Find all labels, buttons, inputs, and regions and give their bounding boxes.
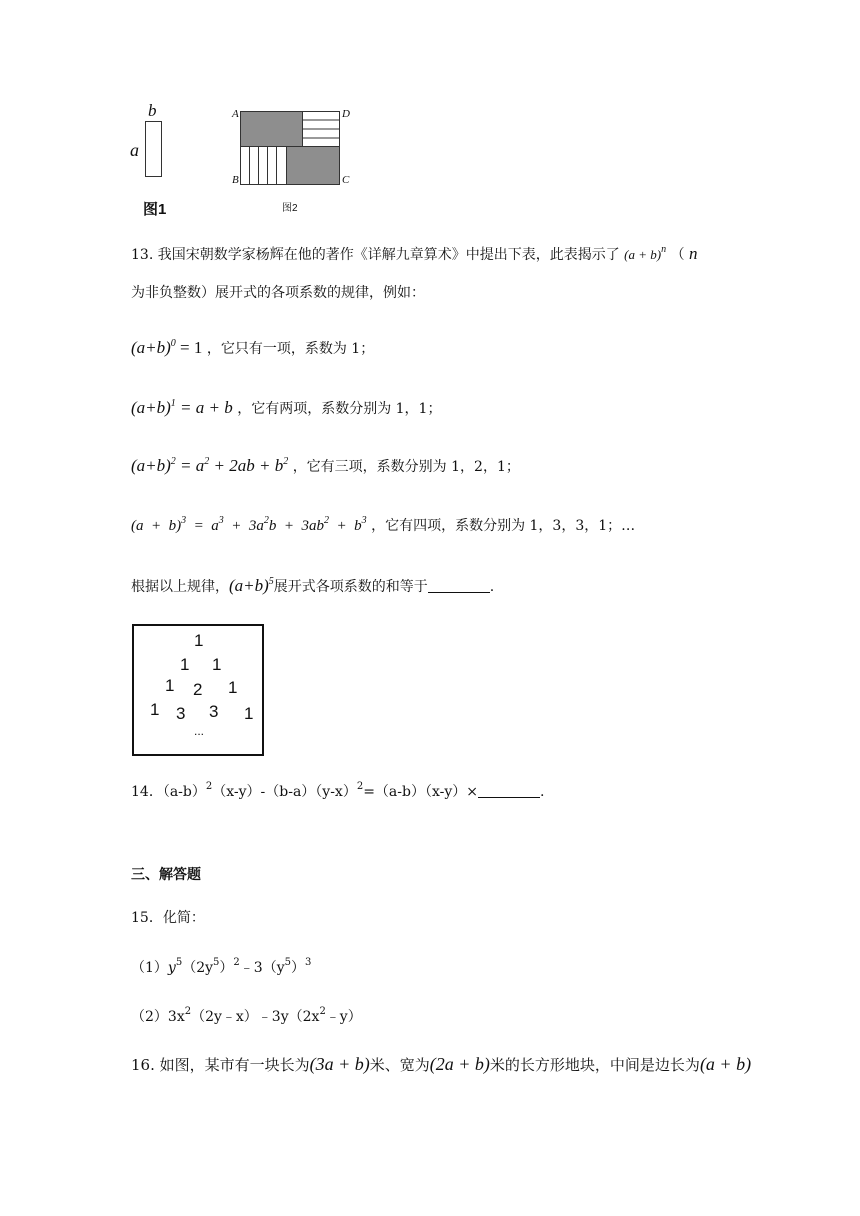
q15-part-1: $(1)y^5(2y^5)^2﹣3(y^5)^3$ <box>131 957 312 976</box>
q13-question: 根据以上规律，$(a+b)^5$展开式各项系数的和等于 . <box>131 576 495 595</box>
q13-example-1: $(a+b)^1 = a + b$ ，它有两项，系数分别为 1，1； <box>131 398 442 417</box>
triangle-r3-3: 1 <box>228 678 238 697</box>
figure2-label-C: C <box>342 174 350 186</box>
section-heading: 三、解答题 <box>131 866 201 882</box>
q13-line1-text: 我国宋朝数学家杨辉在他的著作《详解九章算术》中提出下表，此表揭示了 <box>157 247 620 263</box>
q13-number: 13. <box>131 247 154 263</box>
triangle-r4-3: 3 <box>209 702 219 721</box>
q13-line1-paren: （ <box>670 247 685 263</box>
figure2-label-B: B <box>232 174 239 186</box>
triangle-r1-1: 1 <box>194 631 204 650</box>
figure1-label-a: a <box>130 140 139 160</box>
figure1-rectangle <box>145 121 162 177</box>
q15-part-2: $(2)3x^2(2y﹣x)﹣3y(2x^2﹣y)$ <box>131 1006 362 1025</box>
q15-title: 15．化简： <box>131 910 205 926</box>
q13-example-3: $(a + b)^3 = a^3 + 3a^2b + 3ab^2 + b^3$ ，它有四项，系数分别为 1，3，3，1；… <box>131 515 636 534</box>
q13-example-2: $(a+b)^2 = a^2 + 2ab + b^2$ ，它有三项，系数分别为 1，2，1； <box>131 456 520 475</box>
figure2-caption: 图2 <box>282 203 298 214</box>
answer-blank[interactable] <box>478 783 540 798</box>
question-14: 14．$(a-b)^2(x-y)-(b-a)(y-x)^2=(a-b)(x-y)\times$ . <box>131 781 545 800</box>
triangle-r3-2: 2 <box>193 680 203 699</box>
triangle-r4-2: 3 <box>176 704 186 723</box>
answer-blank[interactable] <box>428 578 490 593</box>
figure2-label-A: A <box>232 108 239 120</box>
yang-hui-triangle-box <box>132 624 264 756</box>
figure2-diagram <box>240 111 340 185</box>
q13-line1-n: n <box>689 244 698 263</box>
question-16: 16. 如图，某市有一块长为(3a + b)米、宽为(2a + b)米的长方形地块，中间是边长为(a + b) <box>131 1054 752 1074</box>
figure1-caption: 图1 <box>143 201 167 218</box>
figure1-label-b: b <box>148 101 157 120</box>
q13-line1-math: $(a + b)^n$ <box>624 244 667 262</box>
q13-example-0: $(a+b)^0 = 1$ ，它只有一项，系数为 1； <box>131 338 375 357</box>
triangle-r2-1: 1 <box>180 655 190 674</box>
triangle-r3-1: 1 <box>165 676 175 695</box>
figure2-label-D: D <box>342 108 350 120</box>
triangle-r2-2: 1 <box>212 655 222 674</box>
q13-line1 <box>131 244 698 265</box>
triangle-dots: ... <box>194 724 205 738</box>
triangle-r4-4: 1 <box>244 704 254 723</box>
q13-line2: 为非负整数）展开式的各项系数的规律，例如： <box>131 285 425 301</box>
triangle-r4-1: 1 <box>150 700 160 719</box>
